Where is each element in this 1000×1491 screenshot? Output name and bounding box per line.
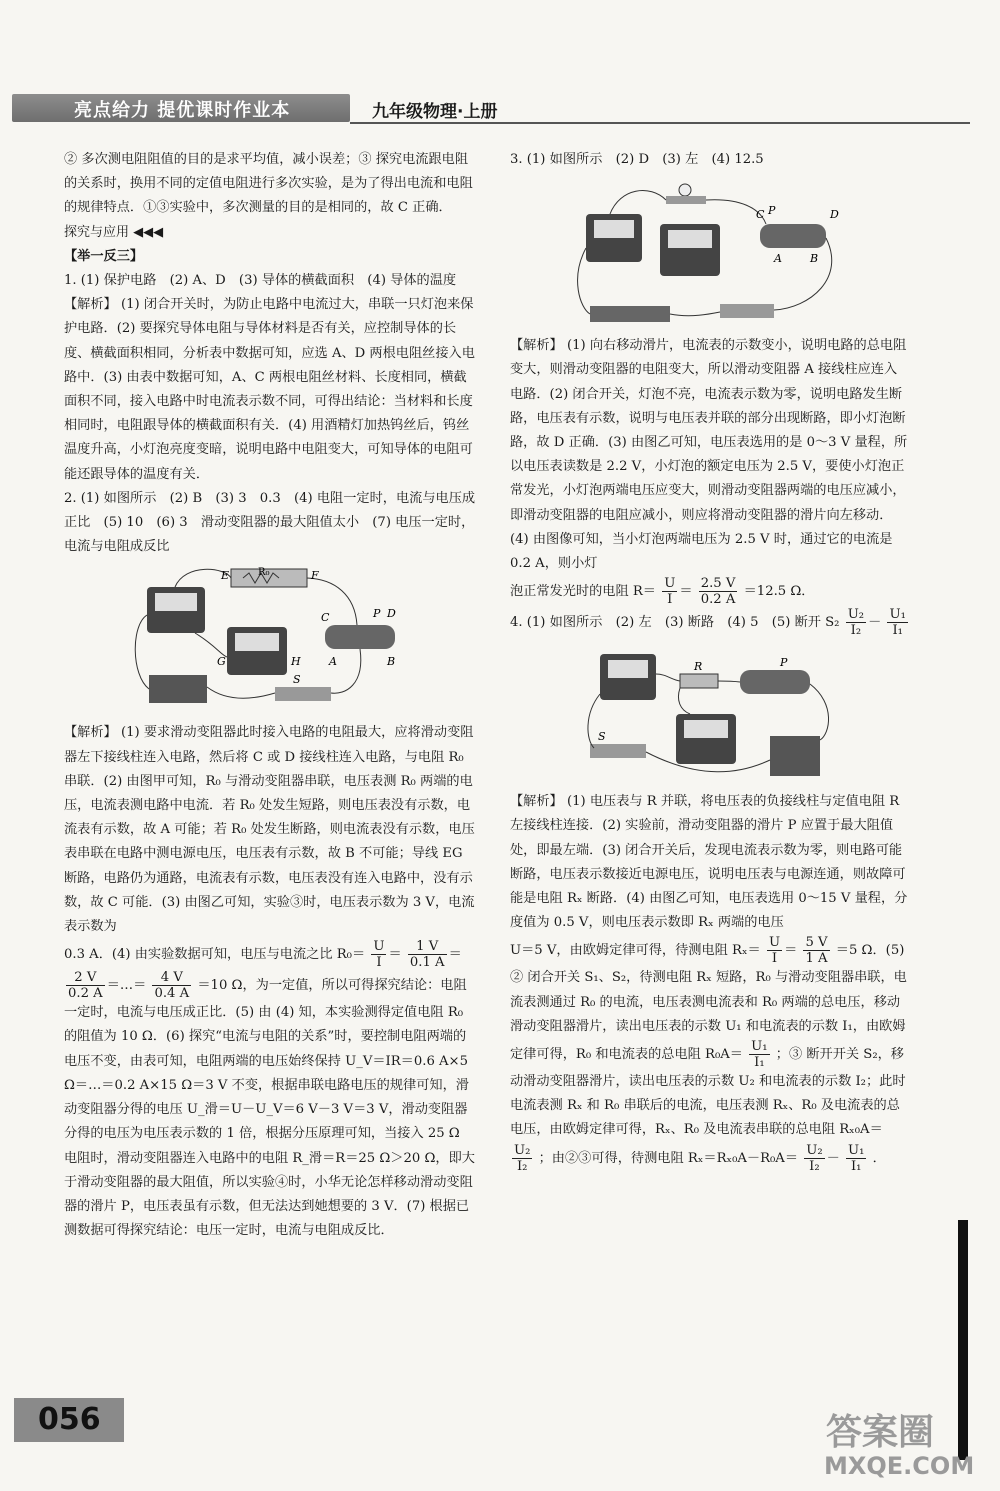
watermark-logo: 答案圈 <box>826 1412 935 1453</box>
frac-num: 2.5 V <box>700 576 736 592</box>
switch-icon <box>275 687 331 701</box>
frac-den: 0.2 A <box>700 592 736 608</box>
analysis-4-end: ． <box>872 1150 886 1166</box>
fraction-u1-i1-final <box>846 1143 866 1174</box>
fraction-u-over-i <box>767 935 782 966</box>
frac-den: I₂ <box>850 623 862 639</box>
grade-title: 九年级物理·上册 <box>372 102 498 122</box>
frac-num: 2 V <box>66 970 105 986</box>
label-h: H <box>291 655 301 669</box>
analysis-4-text-3: ；③ 断开开关 S₂，移动滑动变阻器滑片，读出电压表的示数 U₂ 和电流表的示数 I₂；此时电流表测 Rₓ 和 R₀ 串联后的电流，电压表测 Rₓ、R₀ 及电流表的总电压，由欧姆定律可得，Rₓ、R₀ 及电流表串联的总电阻 Rₓ₀A＝ <box>510 1047 906 1138</box>
answer-4-text: 4. (1) 如图所示 (2) 左 (3) 断路 (4) 5 (5) 断开 S₂ <box>510 615 840 631</box>
analysis-4-text-4: ；由②③可得，待测电阻 Rₓ＝Rₓ₀A－R₀A＝ <box>538 1150 799 1166</box>
analysis-3-text-b: ＝12.5 Ω． <box>743 584 815 600</box>
frac-den: 0.1 A <box>409 955 445 971</box>
label-a: A <box>329 655 337 669</box>
frac-den: 1 A <box>805 951 828 967</box>
label-s: S <box>598 730 606 744</box>
analysis-2-text-b: ＝10 Ω，为一定值，所以可得探究结论：电阻一定时，电流与电压成正比．(5) 由 (4) 知，本实验测得定值电阻 R₀ 的阻值为 10 Ω．(6) 探究“电流与电阻的关系”时，要控制电阻两端的电压不变，由表可知，电阻两端的电压始终保持 U_V＝IR＝0.6 A×5 Ω＝…＝0.2 A×15 Ω＝3 V 不变，根据串联电路电压的规律可知，滑动变阻器分得的电压 U_滑＝U－U_V＝6 V－3 V＝3 V，滑动变阻器分得的电压为电压表示数的 1 倍，根据分压原理可知，当接入 25 Ω 电阻时，滑动变阻器连入电路中的电阻 R_滑＝R＝25 Ω＞20 Ω，即大于滑动变阻器的最大阻值，所以实验④时，小华无论怎样移动滑动变阻器的滑片 P，电压表虽有示数，但无法达到她想要的 3 V．(7) 根据已测数据可得探究结论：电压一定时，电流与电阻成反比． <box>64 978 475 1239</box>
frac-num: 4 V <box>152 970 191 986</box>
frac-num: U <box>373 939 385 955</box>
label-s: S <box>293 673 301 687</box>
battery-icon <box>149 675 207 703</box>
frac-num: 5 V <box>805 935 828 951</box>
rheostat-icon <box>325 625 395 649</box>
page-number: 056 <box>38 1402 101 1437</box>
frac-num: U <box>768 935 781 951</box>
fraction-3 <box>152 970 191 1001</box>
fraction-u2-i2 <box>512 1143 532 1174</box>
label-g: G <box>217 655 226 669</box>
label-r0: R₀ <box>258 567 270 579</box>
right-column <box>510 148 910 1174</box>
frac-den: I <box>667 592 673 608</box>
fraction-u1-i1 <box>749 1039 769 1070</box>
resistor-icon <box>680 674 718 688</box>
fraction-2-5v <box>699 576 738 607</box>
section-title: 探究与应用 ◀◀◀ <box>64 224 164 240</box>
frac-den: I <box>771 951 778 967</box>
frac-num: U₂ <box>514 1142 531 1158</box>
subsection-title: 【举一反三】 <box>64 248 144 264</box>
label-p: P <box>780 656 788 670</box>
label-b: B <box>810 252 819 266</box>
circuit-figure-3 <box>570 178 850 328</box>
fraction-1 <box>408 939 447 970</box>
battery-icon <box>770 736 820 776</box>
frac-num: U₂ <box>806 1142 823 1158</box>
fraction-u-over-i <box>371 939 386 970</box>
answer-2: 2. (1) 如图所示 (2) B (3) 3 0.3 (4) 电阻一定时，电流与电压成正比 (5) 10 (6) 3 滑动变阻器的最大阻值太小 (7) 电压一定时，电流与电阻成反比 <box>64 490 476 555</box>
frac-den: I₁ <box>754 1055 765 1071</box>
label-c: C <box>321 611 330 625</box>
fraction-5v-1a <box>803 935 829 966</box>
analysis-3: 【解析】 (1) 向右移动滑片，电流表的示数变小，说明电路的总电阻变大，则滑动变阻器的电阻变大，所以滑动变阻器 A 接线柱应连入电路．(2) 闭合开关，灯泡不亮，电流表示数为零，说明电路发生断路，电压表有示数，说明与电压表并联的部分出现断路，即小灯泡断路，故 D 正确．(3) 由图乙可知，电压表选用的是 0～3 V 量程，所以电压表读数是 2.2 V，小灯泡的额定电压为 2.5 V，要使小灯泡正常发光，小灯泡两端电压应变大，则滑动变阻器两端的电压应减小，即滑动变阻器的电阻应减小，则应将滑动变阻器的滑片向左移动．(4) 由图像可知，当小灯泡两端电压为 2.5 V 时，通过它的电流是 0.2 A，则小灯 <box>510 338 908 572</box>
answer-1: 1. (1) 保护电路 (2) A、D (3) 导体的横截面积 (4) 导体的温度 【解析】 (1) 闭合开关时，为防止电路中电流过大，串联一只灯泡来保护电路．(2) 要探究导体电阻与导体材料是否有关，应控制导体的长度、横截面积相同，分析表中数据可知，应选 A、D 两根电阻丝接入电路中．(3) 由表中数据可知，A、C 两根电阻丝材料、长度相同，横截面积不同，接入电路中时电流表示数不同，可得出结论：当材料和长度相同时，电阻跟导体的横截面积有关．(4) 用酒精灯加热钨丝后，钨丝温度升高，小灯泡亮度变暗，说明电路中电阻变大，可知导体的电阻可能还跟导体的温度有关． <box>64 273 475 482</box>
frac-num: U₁ <box>751 1039 768 1055</box>
label-c: C <box>756 208 765 222</box>
label-b: B <box>387 655 396 669</box>
label-d: D <box>387 607 396 621</box>
analysis-3-text-a: 泡正常发光时的电阻 R＝ <box>510 584 656 600</box>
series-title: 亮点给力 提优课时作业本 <box>74 100 291 121</box>
analysis-4-formulas: U＝5 V，由欧姆定律可得，待测电阻 Rₓ＝ $\frac{U}{I}$ ＝ $\frac{5 V}{1 A}$ ＝5 Ω．(5) ② 闭合开关 S₁、S₂，待测电阻 Rₓ 短路，R₀ 与滑动变阻器串联，电流表测通过 R₀ 的电流，电压表测电流表和 R₀ 两端的总电压，移动滑动变阻器滑片，读出电压表的示数 U₁ 和电流表的示数 I₁，由欧姆定律可得，R₀ 和电流表的总电阻 R₀A＝ $\frac{\text{U₁}}{\text{I₁}}$ ；③ 断开开关 S₂，移动滑动变阻器滑片，读出电压表的示数 U₂ 和电流表的示数 I₂；此时电流表测 Rₓ 和 R₀ 串联后的电流，电压表测 Rₓ、R₀ 及电流表的总电压，由欧姆定律可得，Rₓ、R₀ 及电流表串联的总电阻 Rₓ₀A＝ $\frac{\text{U₂}}{\text{I₂}}$ ；由②③可得，待测电阻 Rₓ＝Rₓ₀A－R₀A＝ $\frac{\text{U₂}}{\text{I₂}}$ － $\frac{\text{U₁}}{\text{I₁}}$ ． <box>510 935 907 1174</box>
frac-den: I₂ <box>516 1158 528 1174</box>
page-edge-shadow <box>958 1220 968 1460</box>
circuit-figure-2 <box>125 565 415 715</box>
analysis-2-formula: 0.3 A．(4) 由实验数据可知，电压与电流之比 R₀＝ $\frac{U}{I}$ ＝ $\frac{1 V}{0.1 A}$ ＝ $\frac{2 V}{0.2 A}$ ＝…＝ $\frac{4 V}{0.4 A}$ ＝10 Ω，为一定值，所以可得探究结论：电阻一定时，电流与电压成正比．(5) 由 (4) 知，本实验测得定值电阻 R₀ 的阻值为 10 Ω．(6) 探究“电流与电阻的关系”时，要控制电阻两端的电压不变，由表可知，电阻两端的电压始终保持 U_V＝IR＝0.6 A×5 Ω＝…＝0.2 A×15 Ω＝3 V 不变，根据串联电路电压的规律可知，滑动变阻器分得的电压 U_滑＝U－U_V＝6 V－3 V＝3 V，滑动变阻器分得的电压为电压表示数的 1 倍，根据分压原理可知，当接入 25 Ω 电阻时，滑动变阻器连入电路中的电阻 R_滑＝R＝25 Ω＞20 Ω，即大于滑动变阻器的最大阻值，所以实验④时，小华无论怎样移动滑动变阻器的滑片 P，电压表虽有示数，但无法达到她想要的 3 V．(7) 根据已测数据可得探究结论：电压一定时，电流与电阻成反比． <box>64 939 475 1239</box>
label-a: A <box>774 252 782 266</box>
frac-den: I₁ <box>892 623 903 639</box>
answer-4: 4. (1) 如图所示 (2) 左 (3) 断路 (4) 5 (5) 断开 S₂ $\frac{\text{U₂}}{\text{I₂}}$ － $\frac{\text{U₁}}{\text{I₁}}$ <box>510 607 906 639</box>
frac-num: U <box>664 576 676 592</box>
label-f: F <box>311 569 319 583</box>
rheostat-icon <box>740 670 810 694</box>
label-d: D <box>830 208 839 222</box>
fraction-2 <box>66 970 105 1001</box>
analysis-4: 【解析】 (1) 电压表与 R 并联，将电压表的负接线柱与定值电阻 R 左接线柱连接．(2) 实验前，滑动变阻器的滑片 P 应置于最大阻值处，即最左端．(3) 闭合开关后，发现电流表示数为零，则电路可能断路，电压表示数接近电源电压，说明电压表与电源连通，则故障可能是电阻 Rₓ 断路．(4) 由图乙可知，电压表选用 0～15 V 量程，分度值为 0.5 V，则电压表示数即 Rₓ 两端的电压 <box>510 794 908 931</box>
frac-den: I₁ <box>850 1158 862 1174</box>
analysis-3-end: 泡正常发光时的电阻 R＝ $\frac{U}{I}$ ＝ $\frac{2.5 V}{0.2 A}$ ＝12.5 Ω． <box>510 576 815 608</box>
frac-den: I <box>376 955 382 971</box>
frac-num: U₁ <box>889 607 906 623</box>
battery-icon <box>590 306 670 322</box>
analysis-4-text-2: ＝5 Ω．(5) ② 闭合开关 S₁、S₂，待测电阻 Rₓ 短路，R₀ 与滑动变阻器串联，电流表测通过 R₀ 的电流，电压表测电流表和 R₀ 两端的总电压，移动滑动变阻器滑片，读出电压表的示数 U₁ 和电流表的示数 I₁，由欧姆定律可得，R₀ 和电流表的总电阻 R₀A＝ <box>510 943 907 1063</box>
fraction-u1-i1 <box>887 607 907 638</box>
bulb-icon <box>679 184 691 196</box>
fraction-u2-i2 <box>846 607 866 638</box>
analysis-2-text-a: 0.3 A．(4) 由实验数据可知，电压与电流之比 R₀＝ <box>64 947 366 963</box>
circuit-figure-4 <box>580 644 840 784</box>
label-e: E <box>221 569 230 583</box>
frac-num: U₂ <box>847 607 865 623</box>
switch-icon <box>720 304 774 318</box>
frac-den: 0.4 A <box>154 986 190 1002</box>
label-r: R <box>694 660 703 674</box>
fraction-u2-i2-final <box>804 1143 824 1174</box>
frac-num: U₁ <box>848 1142 865 1158</box>
switch-icon <box>590 744 646 758</box>
page-header <box>12 92 970 126</box>
header-rule <box>350 122 970 124</box>
frac-den: I₂ <box>809 1158 820 1174</box>
page-number-box <box>14 1398 124 1442</box>
fraction-u-over-i <box>662 576 677 607</box>
intro-paragraph: ② 多次测电阻阻值的目的是求平均值，减小误差；③ 探究电流跟电阻的关系时，换用不同的定值电阻进行多次实验，是为了得出电流和电阻的规律特点．①③实验中，多次测量的目的是相同的，故 C 正确． <box>64 152 473 216</box>
frac-num: 1 V <box>408 939 447 955</box>
answer-3: 3. (1) 如图所示 (2) D (3) 左 (4) 12.5 <box>510 152 764 167</box>
left-column <box>64 148 476 1243</box>
analysis-4-text-1: U＝5 V，由欧姆定律可得，待测电阻 Rₓ＝ <box>510 943 761 959</box>
rheostat-icon <box>760 224 826 248</box>
watermark-url: MXQE.COM <box>824 1452 975 1480</box>
frac-den: 0.2 A <box>68 986 103 1002</box>
label-p: P <box>373 607 381 621</box>
label-p: P <box>768 204 776 218</box>
analysis-2-part1: 【解析】 (1) 要求滑动变阻器此时接入电路的电阻最大，应将滑动变阻器左下接线柱连入电路，然后将 C 或 D 接线柱连入电路，与电阻 R₀ 串联．(2) 由图甲可知，R₀ 与滑动变阻器串联，电压表测 R₀ 两端的电压，电流表测电路中电流．若 R₀ 处发生短路，则电压表没有示数，电流表有示数，故 A 可能；若 R₀ 处发生断路，则电流表没有示数，电压表串联在电路中测电源电压，电压表有示数，故 B 不可能；导线 EG 断路，电路仍为通路，电流表有示数，电压表没有连入电路中，没有示数，故 C 可能．(3) 由图乙可知，实验③时，电压表示数为 3 V，电流表示数为 <box>64 725 475 935</box>
